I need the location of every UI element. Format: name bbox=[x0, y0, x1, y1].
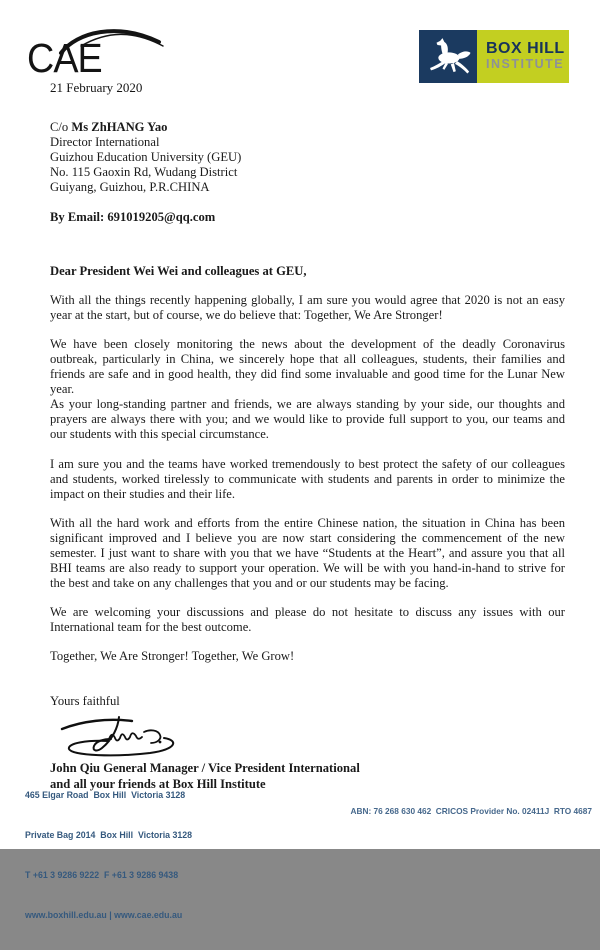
cae-logo-text: CAE bbox=[27, 35, 102, 81]
signature-scribble-icon bbox=[56, 712, 188, 758]
recipient-organisation: Guizhou Education University (GEU) bbox=[50, 150, 242, 165]
bhi-logo-horse-panel bbox=[419, 30, 477, 83]
bhi-logo-wordmark-panel bbox=[477, 30, 569, 83]
salutation: Dear President Wei Wei and colleagues at GEU, bbox=[50, 263, 307, 278]
recipient-care-of-line bbox=[50, 120, 565, 135]
paragraph-text: With all the hard work and efforts from the entire Chinese nation, the situation in China has been significant improved and I believe you are now start considering the commencement of the new semester. I just want to share with you that we have “Students at the Heart”, and assure you that all BHI teams are also ready to support your operation. We will be with you hand-in-hand to strive for the best and take on any challenges that you and or our students may be facing. bbox=[50, 515, 565, 591]
paragraph-text: I am sure you and the teams have worked tremendously to best protect the safety of our colleagues and students, worked tirelessly to communicate with students and parents in order to minimize the impact on their studies and their life. bbox=[50, 456, 565, 501]
paragraph-text: Together, We Are Stronger! Together, We Grow! bbox=[50, 649, 295, 664]
footer-abn-cricos-line: ABN: 76 268 630 462 CRICOS Provider No. 02411J RTO 4687 bbox=[350, 806, 592, 816]
paragraph-6 bbox=[50, 649, 565, 664]
signatory-line-2: and all your friends at Box Hill Institute bbox=[50, 776, 266, 791]
recipient-title: Director International bbox=[50, 135, 160, 150]
horse-icon bbox=[425, 37, 471, 77]
box-hill-institute-logo bbox=[419, 30, 569, 83]
closing-line: Yours faithful bbox=[50, 693, 120, 708]
recipient-name: Ms ZhHANG Yao bbox=[71, 120, 168, 134]
letter-content bbox=[50, 120, 565, 792]
footer-websites: www.boxhill.edu.au | www.cae.edu.au bbox=[25, 910, 183, 921]
signatory-name-title: John Qiu General Manager / Vice President International bbox=[50, 760, 360, 775]
paragraph-2 bbox=[50, 337, 565, 443]
letter-date: 21 February 2020 bbox=[50, 80, 143, 95]
bhi-wordmark-institute: INSTITUTE bbox=[486, 57, 565, 72]
paragraph-text: As your long-standing partner and friends, we are always standing by your side, our thoughts and prayers are always there with you; and we would like to provide full support to you, our teams and our students with this special circumstance. bbox=[50, 397, 565, 442]
cae-logo bbox=[25, 20, 175, 82]
paragraph-5 bbox=[50, 605, 565, 635]
paragraph-text: We are welcoming your discussions and please do not hesitate to discuss any issues with our International team for the best outcome. bbox=[50, 605, 565, 635]
care-of-prefix: C/o bbox=[50, 120, 72, 134]
footer-postal-address: Private Bag 2014 Box Hill Victoria 3128 bbox=[25, 830, 193, 841]
paragraph-1 bbox=[50, 293, 565, 323]
signature bbox=[56, 712, 565, 760]
bhi-wordmark-box-hill: BOX HILL bbox=[486, 40, 565, 58]
by-email-line: By Email: 691019205@qq.com bbox=[50, 210, 216, 225]
recipient-city: Guiyang, Guizhou, P.R.CHINA bbox=[50, 180, 210, 195]
footer-address-block bbox=[25, 762, 192, 950]
recipient-block bbox=[50, 120, 565, 195]
paragraph-text: We have been closely monitoring the news about the development of the deadly Coronavirus outbreak, particularly in China, we sincerely hope that all colleagues, students, their families and friends are safe and in good health, they did find some invaluable and good time for the Lunar New year. bbox=[50, 336, 565, 397]
footer-street-address: 465 Elgar Road Box Hill Victoria 3128 bbox=[25, 789, 186, 800]
paragraph-3 bbox=[50, 457, 565, 502]
footer-phone-fax: T +61 3 9286 9222 F +61 3 9286 9438 bbox=[25, 870, 179, 881]
paragraph-4 bbox=[50, 516, 565, 591]
paragraph-text: With all the things recently happening globally, I am sure you would agree that 2020 is not an easy year at the start, but of course, we do believe that: Together, We Are Stronger! bbox=[50, 292, 565, 322]
recipient-street: No. 115 Gaoxin Rd, Wudang District bbox=[50, 165, 238, 180]
